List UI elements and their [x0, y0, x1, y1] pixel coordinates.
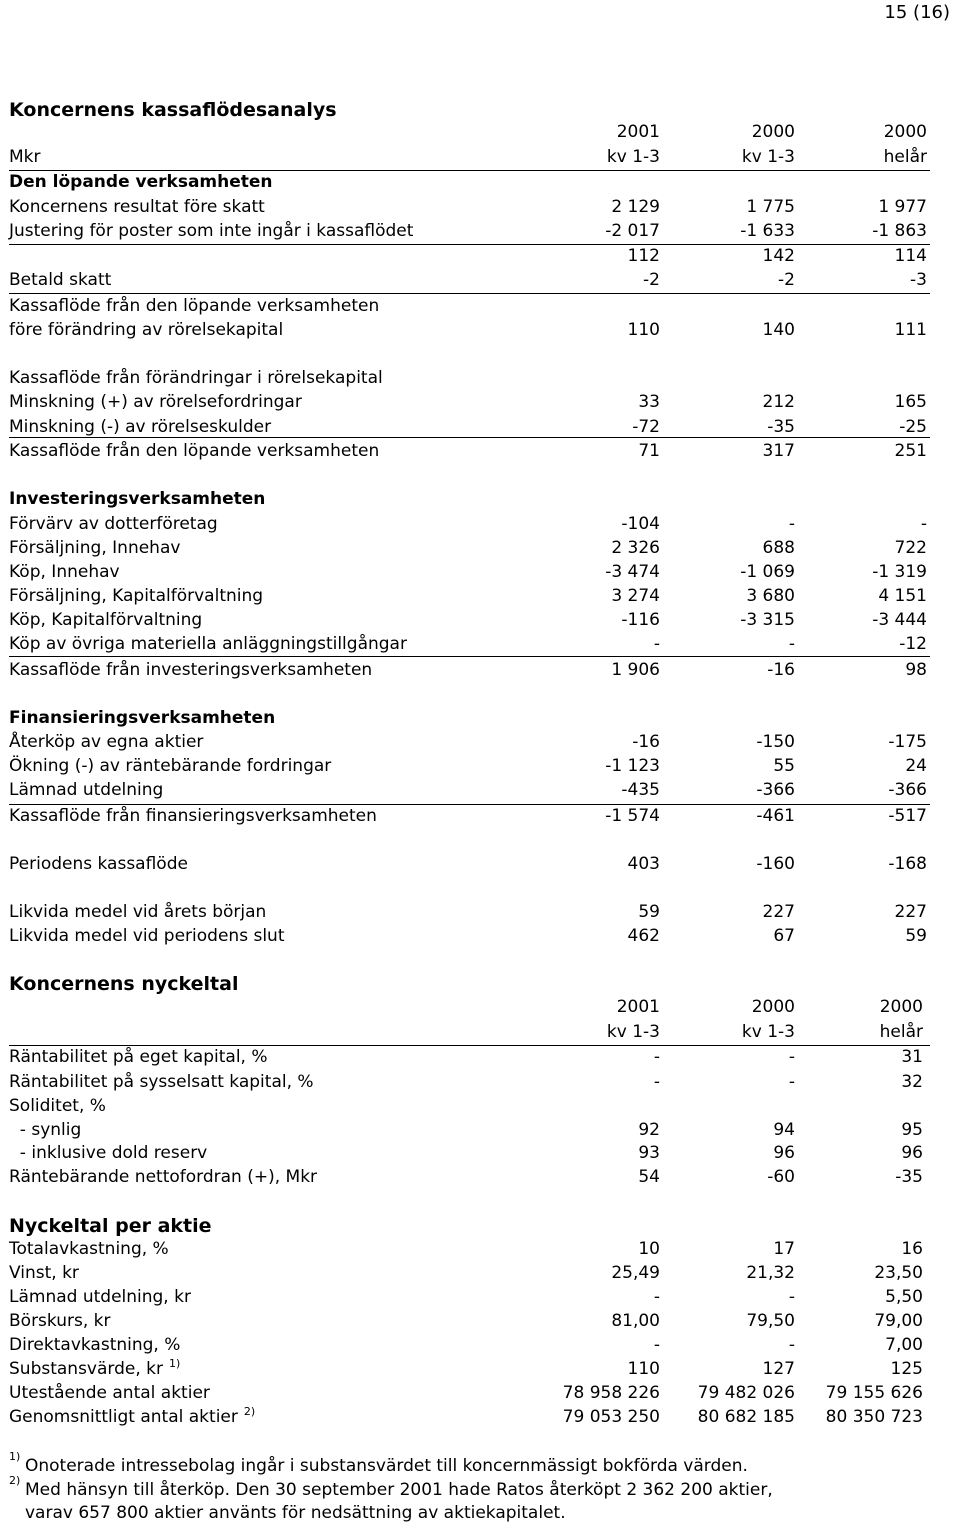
cell-col-1: -: [653, 634, 660, 654]
cell-col-1: 92: [638, 1120, 660, 1140]
cell-col-1: -: [653, 1335, 660, 1355]
cell-col-2: -160: [756, 854, 795, 874]
cell-col-3: 24: [905, 756, 927, 776]
col-year-2: 2000: [751, 122, 795, 142]
cell-col-2: -16: [767, 660, 795, 680]
col-year-3: 2000: [883, 122, 927, 142]
cell-col-3: 114: [894, 246, 927, 266]
section-heading-row: [0, 172, 960, 196]
footnote-reference: 1): [169, 1357, 181, 1370]
cell-col-2: -150: [756, 732, 795, 752]
cell-col-3: 165: [894, 392, 927, 412]
cell-col-2: 227: [762, 902, 795, 922]
cell-col-3: -3 444: [872, 610, 927, 630]
table-row: [0, 586, 960, 610]
footnote-text: Med hänsyn till återköp. Den 30 september 2001 hade Ratos återköpt 2 362 200 aktier,: [25, 1480, 773, 1500]
cell-col-1: 54: [638, 1167, 660, 1187]
table-row: [0, 780, 960, 804]
row-label: Soliditet, %: [9, 1096, 106, 1116]
cell-col-1: -3 474: [605, 562, 660, 582]
table-row: [0, 1311, 960, 1335]
table-row: [0, 756, 960, 780]
keyfigures-period-header: [0, 1022, 960, 1046]
cell-col-1: 81,00: [611, 1311, 660, 1331]
cell-col-3: 31: [901, 1047, 923, 1067]
cell-col-3: 5,50: [885, 1287, 923, 1307]
table-row: [0, 1407, 960, 1431]
cell-col-2: -461: [756, 806, 795, 826]
row-label: Periodens kassaflöde: [9, 854, 188, 874]
col-period-3: helår: [879, 1022, 923, 1042]
col-year-2: 2000: [751, 997, 795, 1017]
cell-col-2: 1 775: [746, 197, 795, 217]
pershare-title: Nyckeltal per aktie: [9, 1215, 212, 1237]
table-row: [0, 1383, 960, 1407]
cell-col-3: -12: [899, 634, 927, 654]
cell-col-3: 722: [894, 538, 927, 558]
cell-col-1: 403: [627, 854, 660, 874]
footnote-2-continued: [25, 1503, 566, 1523]
cell-col-1: 59: [638, 902, 660, 922]
table-row: [0, 270, 960, 294]
cell-col-1: 110: [627, 320, 660, 340]
cell-col-2: -: [788, 1047, 795, 1067]
cell-col-1: -: [653, 1287, 660, 1307]
row-label: Koncernens resultat före skatt: [9, 197, 265, 217]
table-row: [0, 221, 960, 245]
section-heading: Investeringsverksamheten: [9, 489, 266, 509]
footnote-text: Onoterade intressebolag ingår i substansvärdet till koncernmässigt bokförda värden.: [25, 1456, 748, 1476]
cell-col-2: -: [788, 1287, 795, 1307]
table-row: [0, 197, 960, 221]
row-label: Justering för poster som inte ingår i kassaflödet: [9, 221, 414, 241]
section-heading-row: [0, 708, 960, 732]
cell-col-2: -: [788, 1072, 795, 1092]
cashflow-year-header: [0, 122, 960, 146]
cell-col-2: -60: [767, 1167, 795, 1187]
footnote-text: varav 657 800 aktier använts för nedsättning av aktiekapitalet.: [25, 1503, 566, 1523]
row-label: Lämnad utdelning, kr: [9, 1287, 191, 1307]
cell-col-2: -: [788, 634, 795, 654]
row-label: Räntabilitet på sysselsatt kapital, %: [9, 1072, 314, 1092]
table-row: [0, 1239, 960, 1263]
table-row: [0, 634, 960, 658]
table-row: [0, 562, 960, 586]
cell-col-3: 125: [890, 1359, 923, 1379]
cell-col-2: 67: [773, 926, 795, 946]
cell-col-2: -: [788, 514, 795, 534]
cell-col-1: -116: [621, 610, 660, 630]
cell-col-3: 227: [894, 902, 927, 922]
cell-col-2: 688: [762, 538, 795, 558]
table-row: [0, 854, 960, 878]
cashflow-period-header: [0, 147, 960, 171]
cell-col-3: 96: [901, 1143, 923, 1163]
row-label: Förvärv av dotterföretag: [9, 514, 218, 534]
cell-col-3: -1 863: [872, 221, 927, 241]
footnote-1: [9, 1450, 748, 1476]
table-row: [0, 1263, 960, 1287]
cell-col-1: 93: [638, 1143, 660, 1163]
cell-col-1: -: [653, 1047, 660, 1067]
row-label: före förändring av rörelsekapital: [9, 320, 284, 340]
cell-col-2: 79,50: [746, 1311, 795, 1331]
cell-col-1: 79 053 250: [562, 1407, 660, 1427]
keyfigures-title: Koncernens nyckeltal: [9, 973, 239, 995]
footnote-reference: 2): [243, 1405, 256, 1418]
cell-col-2: -366: [756, 780, 795, 800]
cell-col-2: -1 633: [740, 221, 795, 241]
cell-col-1: 2 129: [611, 197, 660, 217]
cell-col-3: -25: [899, 417, 927, 437]
cell-col-3: 79,00: [874, 1311, 923, 1331]
cell-col-1: -435: [621, 780, 660, 800]
cell-col-3: -: [920, 514, 927, 534]
table-row: [0, 610, 960, 634]
cell-col-2: -: [788, 1335, 795, 1355]
table-row: [0, 1072, 960, 1096]
cell-col-1: -2 017: [605, 221, 660, 241]
table-rule: [9, 170, 930, 171]
cell-col-3: 4 151: [878, 586, 927, 606]
cell-col-1: -16: [632, 732, 660, 752]
table-row: [0, 1047, 960, 1071]
cell-col-3: -3: [910, 270, 927, 290]
table-row: [0, 441, 960, 465]
row-label: Vinst, kr: [9, 1263, 79, 1283]
cell-col-1: -104: [621, 514, 660, 534]
table-row: [0, 732, 960, 756]
cashflow-title: Koncernens kassaflödesanalys: [9, 99, 337, 121]
row-label: Kassaflöde från förändringar i rörelsekapital: [9, 368, 383, 388]
cell-col-3: 98: [905, 660, 927, 680]
table-row: [0, 926, 960, 950]
row-label: - synlig: [9, 1120, 82, 1140]
cell-col-1: -1 574: [605, 806, 660, 826]
cell-col-1: 33: [638, 392, 660, 412]
row-label: Köp, Kapitalförvaltning: [9, 610, 203, 630]
cell-col-3: 7,00: [885, 1335, 923, 1355]
keyfigures-year-header: [0, 997, 960, 1021]
cell-col-3: 79 155 626: [825, 1383, 923, 1403]
cell-col-1: 3 274: [611, 586, 660, 606]
cell-col-2: 142: [762, 246, 795, 266]
cell-col-2: 94: [773, 1120, 795, 1140]
table-row: [0, 806, 960, 830]
row-label: Börskurs, kr: [9, 1311, 111, 1331]
table-row: [0, 296, 960, 320]
cell-col-3: -35: [895, 1167, 923, 1187]
cell-col-2: 3 680: [746, 586, 795, 606]
table-row: [0, 392, 960, 416]
table-row: [0, 660, 960, 684]
cell-col-3: 111: [894, 320, 927, 340]
cell-col-1: -2: [643, 270, 660, 290]
cell-col-3: 32: [901, 1072, 923, 1092]
table-row: [0, 1096, 960, 1120]
row-label: Lämnad utdelning: [9, 780, 164, 800]
cell-col-2: 79 482 026: [697, 1383, 795, 1403]
cell-col-1: 112: [627, 246, 660, 266]
cell-col-1: 462: [627, 926, 660, 946]
row-label: Totalavkastning, %: [9, 1239, 169, 1259]
row-label: Återköp av egna aktier: [9, 732, 204, 752]
cell-col-3: 1 977: [878, 197, 927, 217]
cell-col-1: -: [653, 1072, 660, 1092]
table-row: [0, 320, 960, 344]
row-label: Köp, Innehav: [9, 562, 120, 582]
cell-col-3: -175: [888, 732, 927, 752]
row-label: Försäljning, Innehav: [9, 538, 181, 558]
cell-col-2: 80 682 185: [697, 1407, 795, 1427]
row-label: Försäljning, Kapitalförvaltning: [9, 586, 264, 606]
cell-col-2: 55: [773, 756, 795, 776]
cell-col-2: -3 315: [740, 610, 795, 630]
col-period-3: helår: [883, 147, 927, 167]
cell-col-2: 212: [762, 392, 795, 412]
row-label: Likvida medel vid periodens slut: [9, 926, 285, 946]
table-rule: [9, 293, 930, 294]
cell-col-2: -35: [767, 417, 795, 437]
table-rule: [9, 437, 930, 438]
row-label: Betald skatt: [9, 270, 112, 290]
page-number: 15 (16): [884, 2, 950, 23]
col-period-1: kv 1-3: [606, 1022, 660, 1042]
cell-col-1: 110: [627, 1359, 660, 1379]
table-row: [0, 514, 960, 538]
col-period-2: kv 1-3: [741, 147, 795, 167]
cell-col-3: 80 350 723: [825, 1407, 923, 1427]
col-period-1: kv 1-3: [606, 147, 660, 167]
row-label: Genomsnittligt antal aktier: [9, 1407, 238, 1427]
cell-col-2: 317: [762, 441, 795, 461]
table-row: [0, 1167, 960, 1191]
cell-col-3: 16: [901, 1239, 923, 1259]
footnote-mark: 2): [9, 1474, 21, 1487]
table-row: [0, 1120, 960, 1144]
cell-col-1: -72: [632, 417, 660, 437]
cell-col-2: -1 069: [740, 562, 795, 582]
row-label: Minskning (-) av rörelseskulder: [9, 417, 272, 437]
col-year-3: 2000: [879, 997, 923, 1017]
row-label: Kassaflöde från investeringsverksamheten: [9, 660, 373, 680]
row-label: Minskning (+) av rörelsefordringar: [9, 392, 302, 412]
table-rule: [9, 244, 930, 245]
section-heading: Finansieringsverksamheten: [9, 708, 276, 728]
row-label: Ökning (-) av räntebärande fordringar: [9, 756, 332, 776]
cell-col-2: 21,32: [746, 1263, 795, 1283]
cell-col-1: 71: [638, 441, 660, 461]
footnote-2: [9, 1474, 773, 1500]
keyfigures-header-rule: [9, 1045, 930, 1046]
section-heading: Den löpande verksamheten: [9, 172, 273, 192]
table-row: [0, 902, 960, 926]
footnote-mark: 1): [9, 1450, 21, 1463]
row-label: Likvida medel vid årets början: [9, 902, 267, 922]
cell-col-3: -168: [888, 854, 927, 874]
table-row: [0, 1143, 960, 1167]
row-label: Kassaflöde från finansieringsverksamheten: [9, 806, 377, 826]
unit-label: Mkr: [9, 147, 41, 167]
cell-col-1: -1 123: [605, 756, 660, 776]
col-year-1: 2001: [616, 997, 660, 1017]
cell-col-3: -366: [888, 780, 927, 800]
table-row: [0, 1287, 960, 1311]
cell-col-3: 23,50: [874, 1263, 923, 1283]
row-label: Köp av övriga materiella anläggningstillgångar: [9, 634, 407, 654]
table-row: [0, 1359, 960, 1383]
row-label: Utestående antal aktier: [9, 1383, 210, 1403]
cell-col-2: 127: [762, 1359, 795, 1379]
row-label: Räntebärande nettofordran (+), Mkr: [9, 1167, 318, 1187]
cell-col-2: 96: [773, 1143, 795, 1163]
cell-col-3: 251: [894, 441, 927, 461]
cell-col-3: 95: [901, 1120, 923, 1140]
row-label: Räntabilitet på eget kapital, %: [9, 1047, 268, 1067]
cell-col-3: -1 319: [872, 562, 927, 582]
col-year-1: 2001: [616, 122, 660, 142]
row-label: - inklusive dold reserv: [9, 1143, 208, 1163]
row-label: Substansvärde, kr: [9, 1359, 163, 1379]
cell-col-2: -2: [778, 270, 795, 290]
table-rule: [9, 656, 930, 657]
cell-col-1: 10: [638, 1239, 660, 1259]
row-label: Direktavkastning, %: [9, 1335, 181, 1355]
cell-col-1: 2 326: [611, 538, 660, 558]
col-period-2: kv 1-3: [741, 1022, 795, 1042]
section-heading-row: [0, 489, 960, 513]
table-rule: [9, 804, 930, 805]
table-row: [0, 368, 960, 392]
table-row: [0, 246, 960, 270]
row-label: Kassaflöde från den löpande verksamheten: [9, 296, 380, 316]
row-label: Kassaflöde från den löpande verksamheten: [9, 441, 380, 461]
cell-col-3: 59: [905, 926, 927, 946]
cell-col-1: 25,49: [611, 1263, 660, 1283]
cell-col-2: 140: [762, 320, 795, 340]
table-row: [0, 1335, 960, 1359]
cell-col-1: 1 906: [611, 660, 660, 680]
cell-col-1: 78 958 226: [562, 1383, 660, 1403]
table-row: [0, 538, 960, 562]
cell-col-3: -517: [888, 806, 927, 826]
cell-col-2: 17: [773, 1239, 795, 1259]
